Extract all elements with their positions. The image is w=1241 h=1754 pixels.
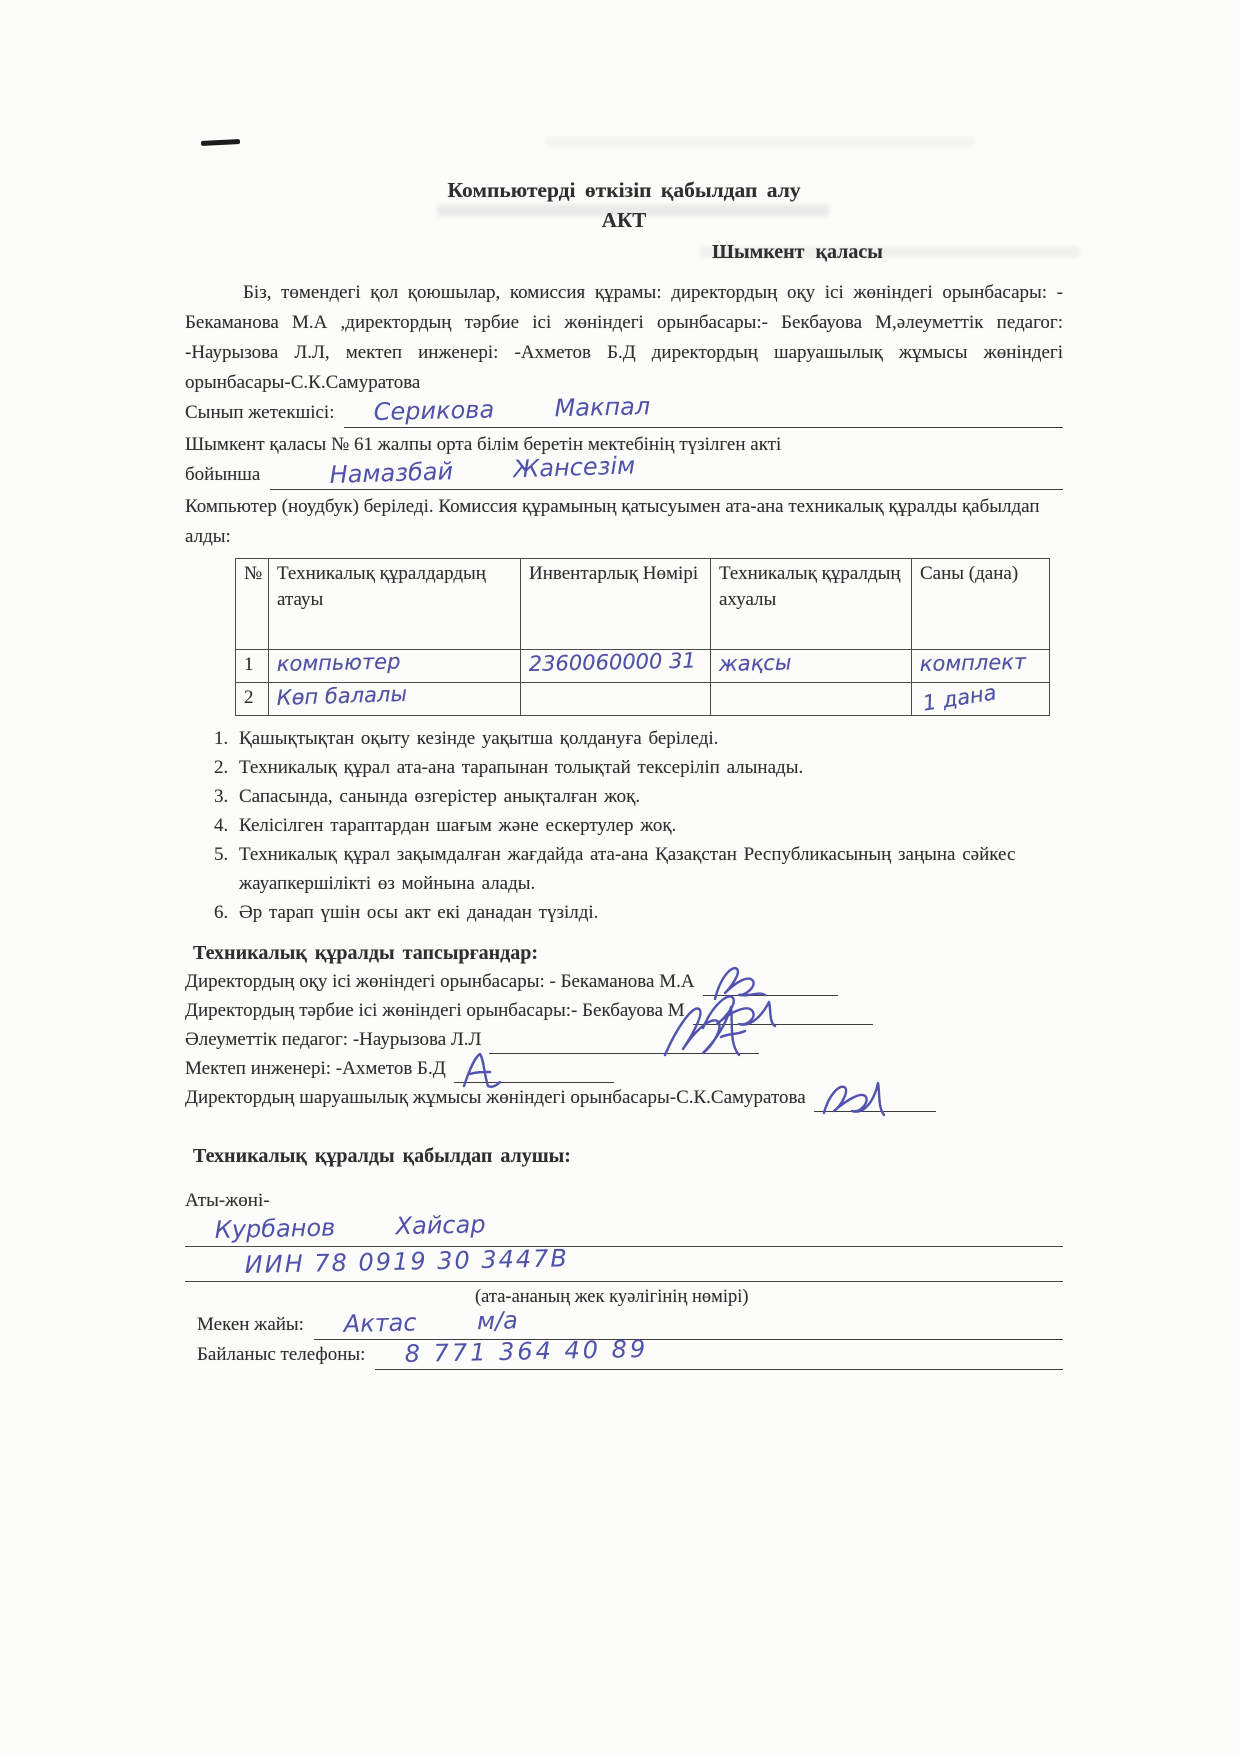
phone-handwritten: 8 771 364 40 89 xyxy=(404,1334,649,1368)
terms-list xyxy=(185,724,1063,927)
condition-handwritten: жақсы xyxy=(718,650,792,676)
term-item: 3. Сапасында, санында өзгерістер анықталған жоқ. xyxy=(235,782,1063,811)
receiver-name-label: Аты-жөні- xyxy=(185,1190,270,1211)
signature-line xyxy=(489,1027,759,1054)
table-row xyxy=(236,683,1050,716)
term-item: 2. Техникалық құрал ата-ана тарапынан толықтай тексеріліп алынады. xyxy=(235,753,1063,782)
cell-inventory xyxy=(521,683,711,716)
receiver-heading: Техникалық құралды қабылдап алушы: xyxy=(193,1145,571,1167)
signatory-label: Әлеуметтік педагог: -Наурызова Л.Л xyxy=(185,1029,482,1050)
signatory-label: Директордың шаруашылық жұмысы жөніндегі орынбасары-С.К.Самуратова xyxy=(185,1087,806,1108)
according-handwritten: Намазбай Жансезім xyxy=(329,451,636,489)
signatory-row xyxy=(185,996,1063,1025)
quantity-handwritten: 1 дана xyxy=(921,680,998,716)
address-handwritten: Актас м/а xyxy=(343,1306,519,1338)
signature-icon xyxy=(820,1073,886,1119)
table-row xyxy=(236,650,1050,683)
signatory-row xyxy=(185,1054,1063,1083)
signature-icon xyxy=(460,1050,502,1090)
commission-paragraph: Біз, төмендегі қол қоюшылар, комиссия құрамы: директордың оқу ісі жөніндегі орынбасары: - Бекаманова М.А ,директордың тәрбие ісі жөніндегі орынбасары:- Бекбауова М,әлеуметтік педагог: -Наурызова Л.Л, мектеп инженері: -Ахметов Б.Д директордың шаруашылық жұмысы жөніндегі орынбасары-С.К.Самуратова xyxy=(185,282,1063,393)
cell-name xyxy=(269,650,521,683)
school-line: Шымкент қаласы № 61 жалпы орта білім беретін мектебінің түзілген акті xyxy=(185,434,782,455)
header-inventory-number: Инвентарлық Нөмірі xyxy=(521,559,711,650)
cell-no: 2 xyxy=(236,683,269,716)
equipment-table xyxy=(235,558,1050,716)
equipment-paragraph: Компьютер (ноудбук) беріледі. Комиссия құрамының қатысуымен ата-ана техникалық құралды қабылдап алды: xyxy=(185,496,1040,547)
signature-line xyxy=(454,1056,614,1083)
according-row xyxy=(185,451,1063,490)
cell-quantity xyxy=(912,680,1050,716)
cell-condition xyxy=(711,683,912,716)
phone-label: Байланыс телефоны: xyxy=(197,1344,366,1365)
equipment-name-handwritten: Көп балалы xyxy=(276,681,408,710)
phone-fill-line xyxy=(375,1334,1063,1370)
term-item: 1. Қашықтықтан оқыту кезінде уақытша қолдануға беріледі. xyxy=(235,724,1063,753)
signatory-row xyxy=(185,1025,1063,1054)
class-teacher-handwritten: Серикова Макпал xyxy=(373,392,651,426)
cell-condition xyxy=(711,650,912,683)
page-title: Компьютерді өткізіп қабылдап алу xyxy=(447,178,801,202)
act-title: АКТ xyxy=(601,208,647,232)
signature-icon xyxy=(659,997,749,1061)
receiver-iin-line xyxy=(185,1244,1063,1282)
phone-row xyxy=(197,1334,1063,1370)
header-equipment-name: Техникалық құралдардың атауы xyxy=(269,559,521,650)
table-header-row xyxy=(236,559,1050,650)
receiver-iin-handwritten: ИИН 78 0919 30 3447В xyxy=(244,1244,570,1279)
signatory-label: Директордың оқу ісі жөніндегі орынбасары: - Бекаманова М.А xyxy=(185,971,695,992)
class-teacher-row xyxy=(185,392,1063,428)
receiver-name-line xyxy=(185,1210,1063,1247)
equipment-name-handwritten: компьютер xyxy=(276,649,401,676)
header-no: № xyxy=(236,559,269,650)
quantity-handwritten: комплект xyxy=(919,649,1027,676)
signatory-label: Директордың тәрбие ісі жөніндегі орынбасары:- Бекбауова М xyxy=(185,1000,685,1021)
signatory-row xyxy=(185,1083,1063,1112)
id-note: (ата-ананың жек куәлігінің нөмірі) xyxy=(475,1287,749,1307)
signature-line xyxy=(814,1085,936,1112)
city-label: Шымкент қаласы xyxy=(712,241,883,263)
according-fill-line xyxy=(270,451,1063,490)
header-quantity: Саны (дана) xyxy=(912,559,1050,650)
receiver-name-handwritten: Курбанов Хайсар xyxy=(214,1210,486,1244)
cell-inventory xyxy=(521,650,711,683)
signatory-row xyxy=(185,967,1063,996)
address-fill-line xyxy=(314,1306,1063,1340)
handover-heading: Техникалық құралды тапсырғандар: xyxy=(193,942,539,964)
header-condition: Техникалық құралдың ахуалы xyxy=(711,559,912,650)
according-label: бойынша xyxy=(185,464,261,485)
cell-name xyxy=(269,683,521,716)
term-item: 6. Әр тарап үшін осы акт екі данадан түзілді. xyxy=(235,898,1063,927)
inventory-number-handwritten: 2360060000 31 xyxy=(528,648,697,676)
cell-quantity xyxy=(912,650,1050,683)
signatory-label: Мектеп инженері: -Ахметов Б.Д xyxy=(185,1058,446,1079)
address-label: Мекен жайы: xyxy=(197,1314,304,1335)
class-teacher-label: Сынып жетекшісі: xyxy=(185,402,335,423)
class-teacher-fill-line xyxy=(344,392,1063,428)
cell-no: 1 xyxy=(236,650,269,683)
term-item: 5. Техникалық құрал зақымдалған жағдайда ата-ана Қазақстан Республикасының заңына сәйкес жауапкершілікті өз мойнына алады. xyxy=(235,840,1063,898)
term-item: 4. Келісілген тараптардан шағым және ескертулер жоқ. xyxy=(235,811,1063,840)
